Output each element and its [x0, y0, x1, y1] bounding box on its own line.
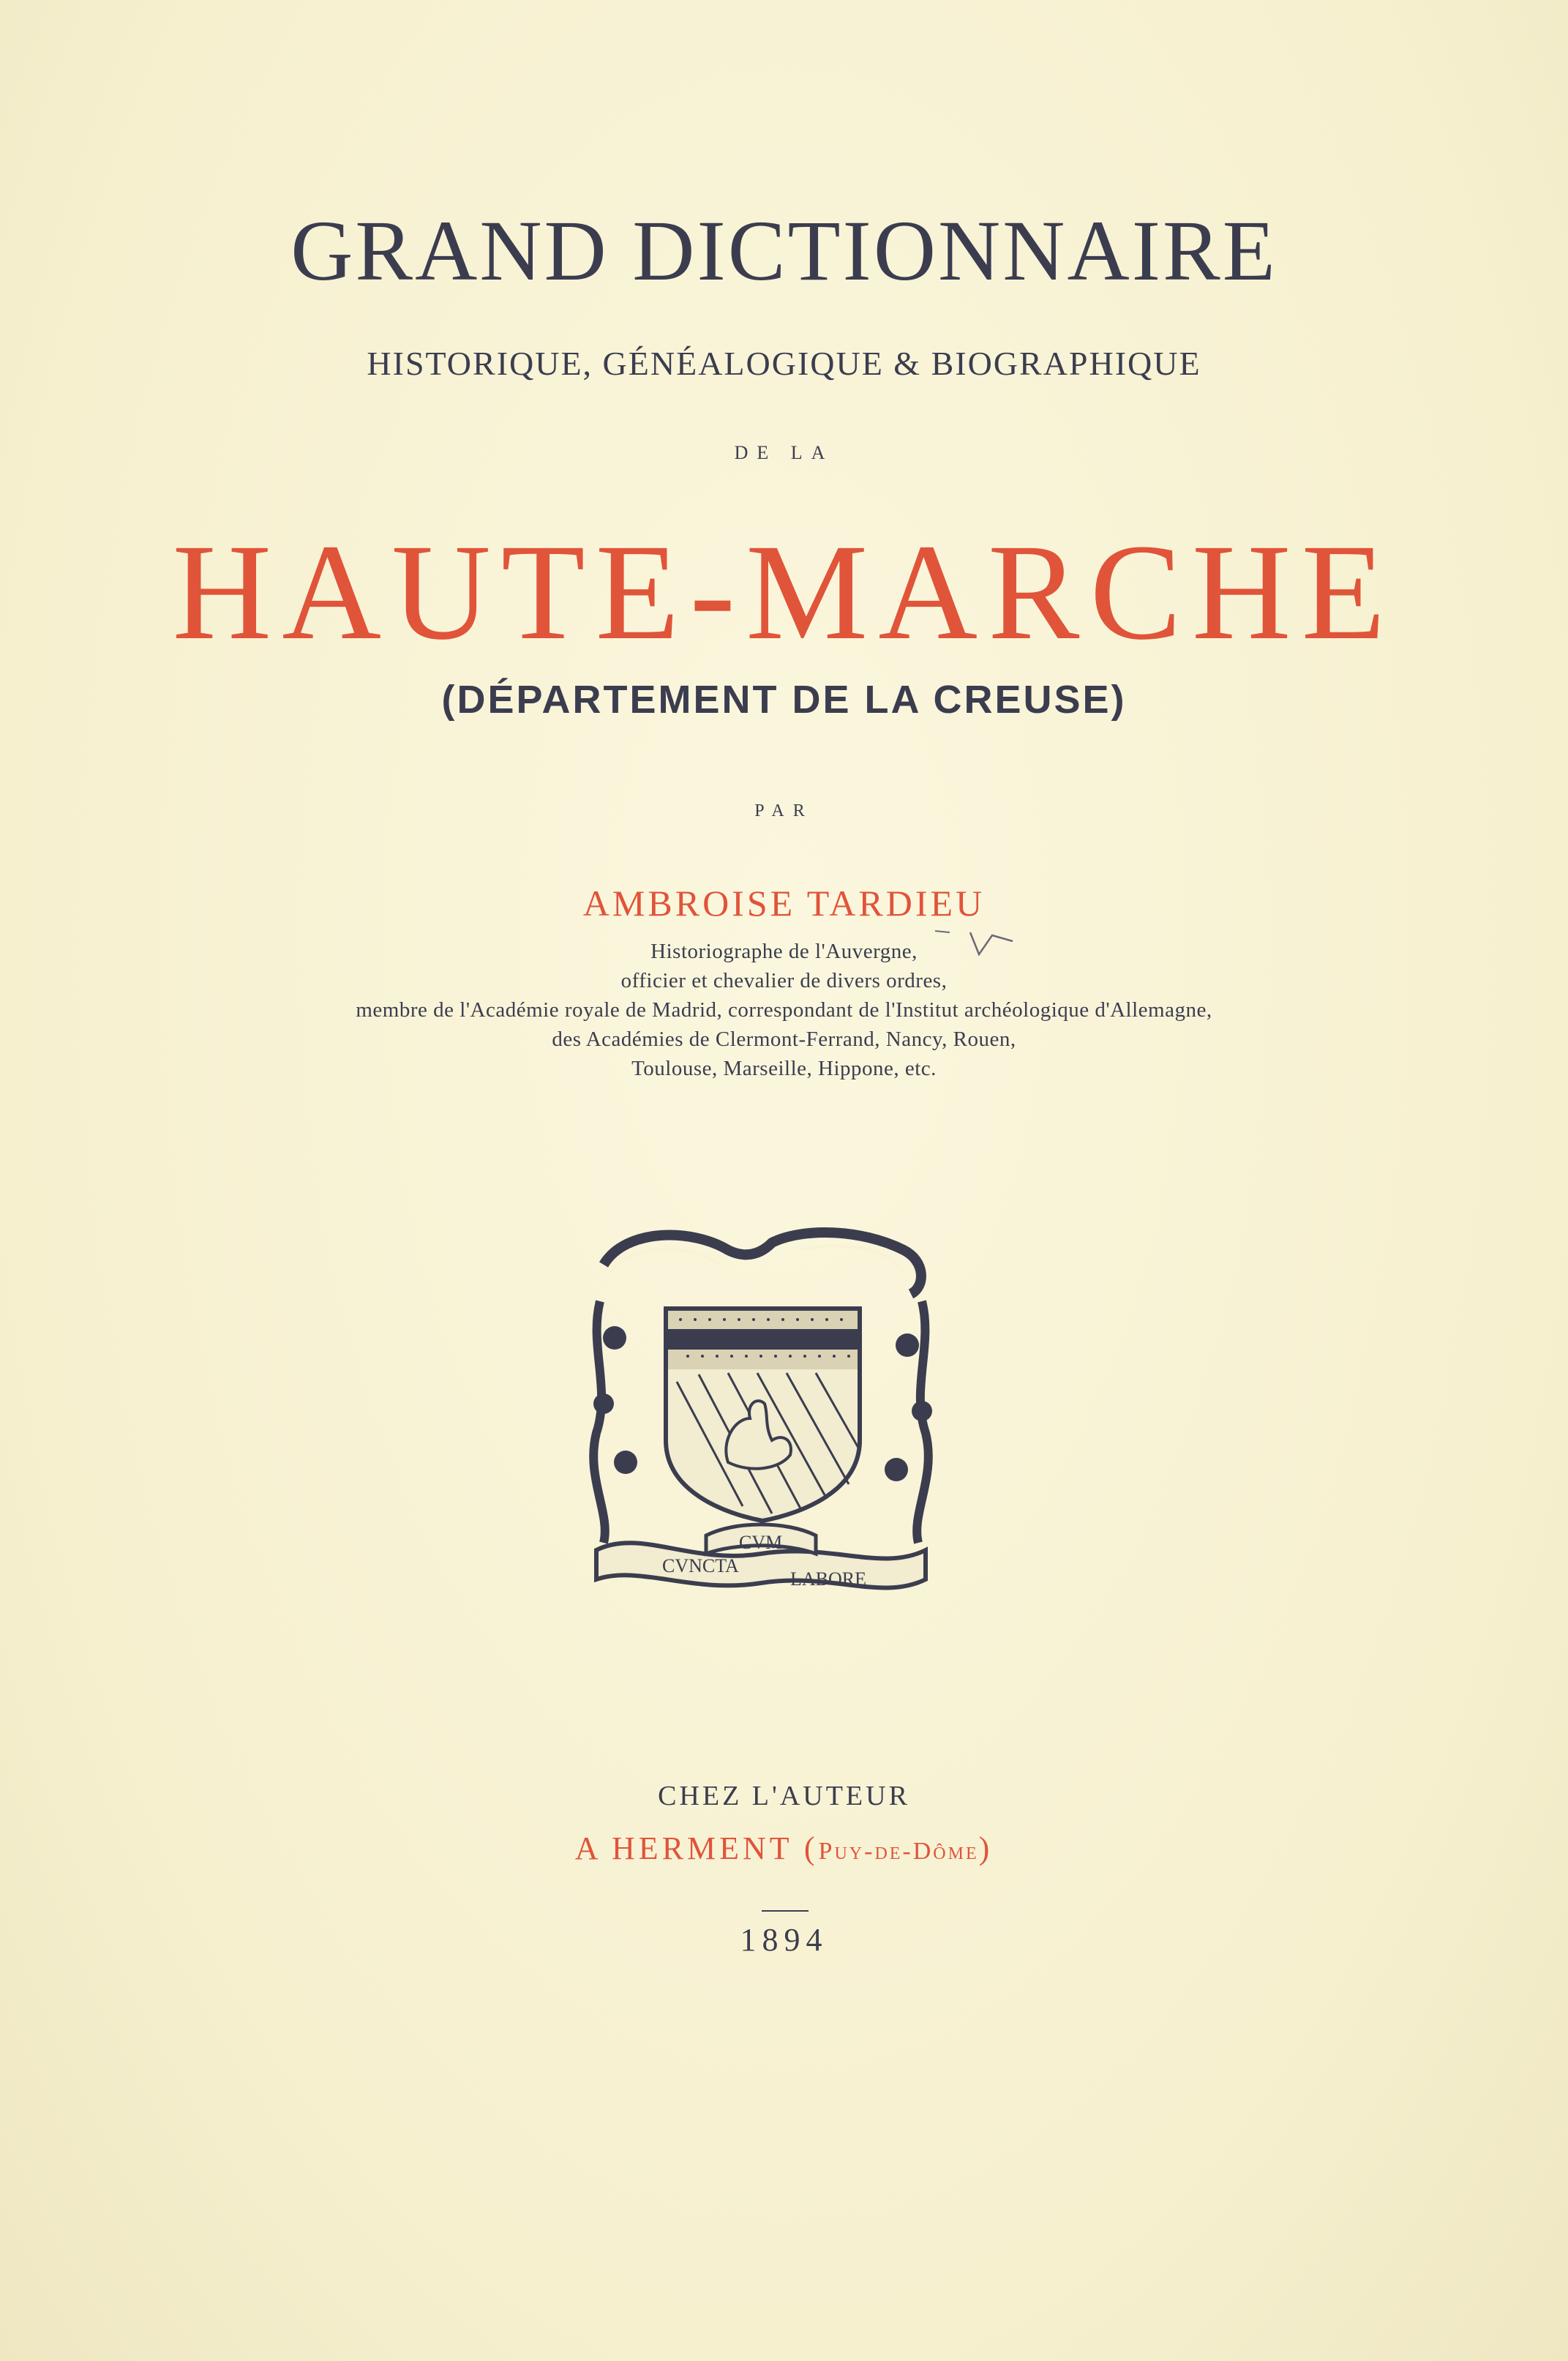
publisher-line: CHEZ L'AUTEUR: [658, 1781, 910, 1811]
motto-text: LABORE: [790, 1568, 866, 1590]
credential-line: Historiographe de l'Auvergne,: [650, 940, 918, 963]
credential-line: Toulouse, Marseille, Hippone, etc.: [631, 1057, 937, 1080]
publication-year: 1894: [740, 1922, 828, 1958]
credential-line: des Académies de Clermont-Ferrand, Nancy, Rouen,: [552, 1028, 1016, 1051]
author-name: AMBROISE TARDIEU: [582, 883, 986, 924]
book-title: GRAND DICTIONNAIRE: [290, 203, 1278, 299]
publisher-place: [0, 1830, 1568, 1867]
book-subtitle: HISTORIQUE, GÉNÉALOGIQUE & BIOGRAPHIQUE: [367, 345, 1201, 382]
credential-line: membre de l'Académie royale de Madrid, correspondant de l'Institut archéologique d'Allemagne,: [356, 998, 1212, 1022]
place-region: Puy-de-Dôme: [818, 1838, 979, 1865]
divider-rule: [762, 1910, 809, 1912]
department-subtitle: (DÉPARTEMENT DE LA CREUSE): [441, 678, 1127, 722]
place-prefix: A HERMENT (: [574, 1830, 819, 1866]
main-title: HAUTE-MARCHE: [172, 515, 1396, 668]
motto-text: CVNCTA: [662, 1555, 739, 1576]
par-text: PAR: [754, 801, 814, 820]
motto-text: CVM: [739, 1532, 783, 1553]
coat-of-arms-icon: [582, 1221, 940, 1609]
credential-line: officier et chevalier de divers ordres,: [620, 969, 948, 992]
de-la-text: DE LA: [734, 442, 834, 463]
place-suffix: ): [978, 1830, 994, 1866]
